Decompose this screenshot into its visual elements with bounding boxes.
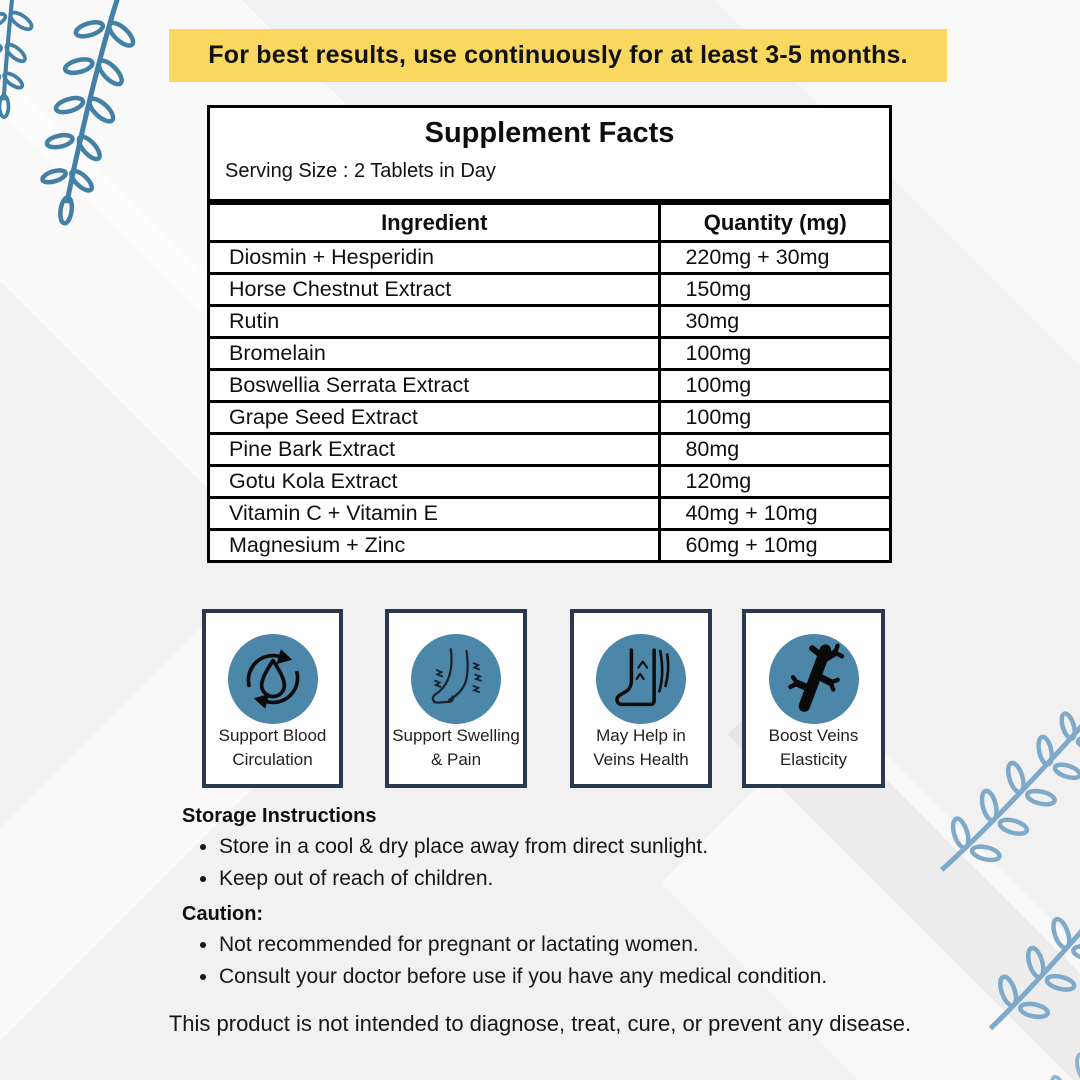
- storage-heading: Storage Instructions: [182, 805, 377, 827]
- storage-section: [182, 805, 708, 899]
- ingredient-quantity: 60mg + 10mg: [660, 530, 891, 562]
- benefit-label: Support Blood Circulation: [218, 726, 327, 769]
- caution-item: • Consult your doctor before use if you have any medical condition.: [219, 965, 827, 988]
- table-header-row: [209, 204, 891, 242]
- circulation-icon: [231, 637, 315, 721]
- banner-text: For best results, use continuously for at least 3-5 months.: [208, 41, 908, 69]
- benefit-card-swelling: [385, 609, 527, 788]
- table-row: [209, 498, 891, 530]
- icon-circle: [596, 634, 686, 724]
- benefit-card-veins-health: [570, 609, 712, 788]
- ingredient-name: Pine Bark Extract: [209, 434, 660, 466]
- ingredient-quantity: 220mg + 30mg: [660, 242, 891, 274]
- ingredient-quantity: 100mg: [660, 402, 891, 434]
- table-row: [209, 466, 891, 498]
- storage-item: • Store in a cool & dry place away from direct sunlight.: [219, 835, 708, 858]
- benefit-label: May Help in Veins Health: [593, 726, 689, 769]
- ingredient-name: Vitamin C + Vitamin E: [209, 498, 660, 530]
- ingredient-quantity: 100mg: [660, 370, 891, 402]
- col-header-quantity: Quantity (mg): [660, 204, 891, 242]
- ingredient-name: Grape Seed Extract: [209, 402, 660, 434]
- ingredient-quantity: 120mg: [660, 466, 891, 498]
- table-row: [209, 530, 891, 562]
- vein-branch-icon: [772, 637, 856, 721]
- ingredient-quantity: 30mg: [660, 306, 891, 338]
- table-row: [209, 370, 891, 402]
- benefit-label: Boost Veins Elasticity: [768, 726, 859, 769]
- ingredient-quantity: 40mg + 10mg: [660, 498, 891, 530]
- benefit-card-circulation: [202, 609, 343, 788]
- table-row: [209, 274, 891, 306]
- table-row: [209, 306, 891, 338]
- ingredient-quantity: 100mg: [660, 338, 891, 370]
- table-row: [209, 434, 891, 466]
- ingredient-quantity: 150mg: [660, 274, 891, 306]
- top-banner: [169, 29, 947, 82]
- disclaimer-text: This product is not intended to diagnose, treat, cure, or prevent any disease.: [168, 1011, 912, 1036]
- ingredient-name: Diosmin + Hesperidin: [209, 242, 660, 274]
- leg-pain-icon: [414, 637, 498, 721]
- table-row: [209, 338, 891, 370]
- serving-size: Serving Size : 2 Tablets in Day: [225, 160, 496, 182]
- col-header-ingredient: Ingredient: [209, 204, 660, 242]
- ingredient-name: Magnesium + Zinc: [209, 530, 660, 562]
- ingredient-name: Rutin: [209, 306, 660, 338]
- ingredient-quantity: 80mg: [660, 434, 891, 466]
- leg-veins-icon: [599, 637, 683, 721]
- icon-circle: [228, 634, 318, 724]
- benefit-card-elasticity: [742, 609, 885, 788]
- caution-heading: Caution:: [182, 903, 264, 925]
- benefit-label: Support Swelling & Pain: [392, 726, 520, 769]
- facts-title: Supplement Facts: [424, 117, 675, 149]
- table-row: [209, 402, 891, 434]
- ingredients-table: [207, 202, 892, 563]
- caution-section: [182, 903, 827, 997]
- icon-circle: [411, 634, 501, 724]
- storage-item: • Keep out of reach of children.: [219, 867, 708, 890]
- facts-header: [207, 105, 892, 202]
- ingredient-name: Boswellia Serrata Extract: [209, 370, 660, 402]
- table-row: [209, 242, 891, 274]
- ingredient-name: Horse Chestnut Extract: [209, 274, 660, 306]
- ingredient-name: Gotu Kola Extract: [209, 466, 660, 498]
- icon-circle: [769, 634, 859, 724]
- ingredient-name: Bromelain: [209, 338, 660, 370]
- supplement-facts-panel: [207, 105, 892, 563]
- caution-item: • Not recommended for pregnant or lactating women.: [219, 933, 827, 956]
- leaf-branch-icon: [901, 706, 1080, 877]
